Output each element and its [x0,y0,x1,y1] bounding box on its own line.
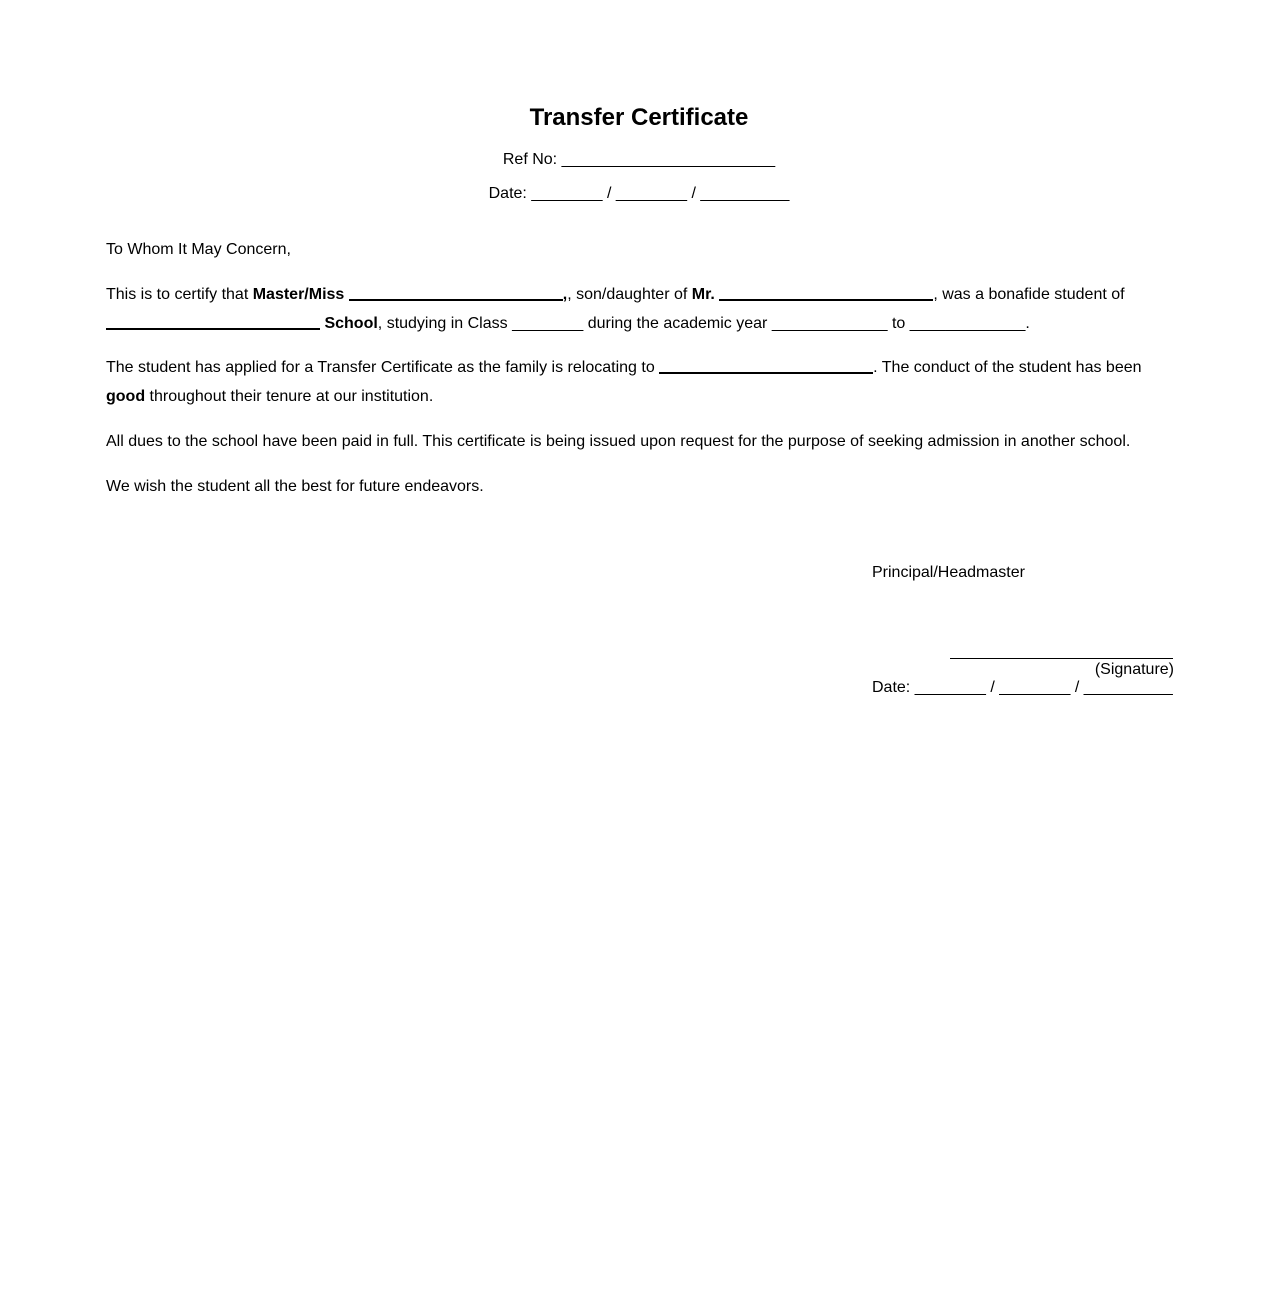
date-separator: / [990,679,995,696]
date-label: Date: [488,185,527,202]
relocation-blank [659,356,873,374]
ref-number-line [106,150,1172,170]
date-separator: / [691,185,696,202]
signature-label: (Signature) [1094,661,1174,678]
date-day-blank: ________ [914,679,986,696]
wishes-paragraph: We wish the student all the best for future endeavors. [106,478,484,495]
year-from-blank: _____________ [771,315,888,332]
date-label: Date: [872,679,911,696]
comma: , [562,286,568,303]
year-to-blank: _____________ [909,315,1026,332]
text: , was a bonafide student of [933,286,1125,303]
signature-date-line [872,678,1173,698]
certification-paragraph [106,280,1174,338]
date-separator: / [1074,679,1080,696]
date-month-blank: ________ [999,679,1071,696]
salutation: To Whom It May Concern, [106,241,291,258]
text: . [1025,315,1030,332]
relocation-paragraph [106,353,1174,411]
class-blank: ________ [512,315,584,332]
signatory-role: Principal/Headmaster [872,564,1025,581]
mr-label: Mr. [691,286,715,303]
master-miss-label: Master/Miss [252,286,345,303]
date-month-blank: ________ [615,185,688,202]
text: . The conduct of the student has been [873,359,1142,376]
text: to [887,315,910,332]
issue-date-line [106,184,1172,204]
conduct-label: good [106,388,146,405]
text: throughout their tenure at our institution. [145,388,434,405]
text: during the academic year [583,315,772,332]
document-title: Transfer Certificate [529,104,749,131]
text: This is to certify that [106,286,253,303]
ref-blank: ________________________ [561,151,776,168]
ref-label: Ref No: [502,151,558,168]
date-year-blank: __________ [1083,679,1173,696]
student-name-blank [349,283,563,301]
dues-paragraph: All dues to the school have been paid in full. This certificate is being issued upon request for the purpose of seeking admission in another school. [106,433,1131,450]
text: , son/daughter of [567,286,692,303]
text: The student has applied for a Transfer Certificate as the family is relocating to [106,359,660,376]
parent-name-blank [719,283,933,301]
school-name-blank [106,312,320,330]
date-year-blank: __________ [700,185,790,202]
date-separator: / [606,185,612,202]
school-label: School [324,315,378,332]
date-day-blank: ________ [531,185,603,202]
text: , studying in Class [377,315,513,332]
signature-line [950,658,1173,659]
